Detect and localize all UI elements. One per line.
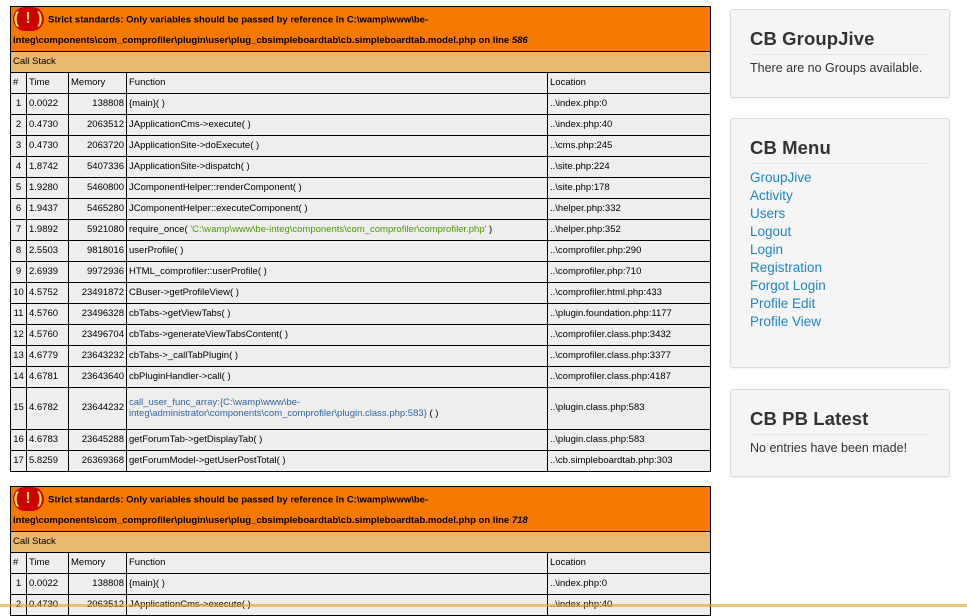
stack-time: 0.0022	[27, 94, 69, 115]
stack-index: 17	[11, 451, 27, 472]
stack-location: ..\index.php:0	[548, 574, 711, 595]
stack-location: ..\index.php:0	[548, 94, 711, 115]
col-header-location: Location	[548, 553, 711, 574]
menu-link-forgot-login[interactable]: Forgot Login	[750, 278, 826, 293]
stack-location: ..\helper.php:352	[548, 220, 711, 241]
module-empty-text: There are no Groups available.	[750, 61, 923, 75]
stack-function: HTML_comprofiler::userProfile( )	[127, 262, 548, 283]
stack-memory: 23643232	[69, 346, 127, 367]
stack-time: 0.0022	[27, 574, 69, 595]
stack-location: ..\plugin.foundation.php:1177	[548, 304, 711, 325]
stack-index: 15	[11, 388, 27, 430]
stack-index: 2	[11, 115, 27, 136]
stack-function: CBuser->getProfileView( )	[127, 283, 548, 304]
cb-groupjive-module	[730, 9, 950, 98]
stack-index: 6	[11, 199, 27, 220]
stack-index: 16	[11, 430, 27, 451]
stack-row	[11, 430, 711, 451]
stack-function: JComponentHelper::executeComponent( )	[127, 199, 548, 220]
stack-row	[11, 199, 711, 220]
stack-function: cbTabs->generateViewTabsContent( )	[127, 325, 548, 346]
stack-time: 2.5503	[27, 241, 69, 262]
stack-row	[11, 157, 711, 178]
stack-location: ..\comprofiler.html.php:433	[548, 283, 711, 304]
menu-item	[750, 278, 826, 296]
stack-time: 4.5760	[27, 304, 69, 325]
stack-time: 1.9437	[27, 199, 69, 220]
menu-item	[750, 188, 826, 206]
stack-index: 1	[11, 94, 27, 115]
stack-function-part: require_once(	[129, 223, 191, 235]
stack-function: getForumModel->getUserPostTotal( )	[127, 451, 548, 472]
module-divider	[750, 434, 930, 435]
stack-function: cbTabs->getViewTabs( )	[127, 304, 548, 325]
stack-time: 4.5760	[27, 325, 69, 346]
module-title: CB GroupJive	[750, 28, 875, 49]
stack-function: JApplicationSite->dispatch( )	[127, 157, 548, 178]
stack-row	[11, 262, 711, 283]
module-title: CB PB Latest	[750, 408, 869, 429]
stack-memory: 5407336	[69, 157, 127, 178]
menu-link-profile-edit[interactable]: Profile Edit	[750, 296, 816, 311]
stack-row	[11, 136, 711, 157]
stack-index: 5	[11, 178, 27, 199]
stack-location: ..\index.php:40	[548, 115, 711, 136]
stack-row	[11, 220, 711, 241]
stack-time: 5.8259	[27, 451, 69, 472]
stack-function: getForumTab->getDisplayTab( )	[127, 430, 548, 451]
col-header-memory: Memory	[69, 553, 127, 574]
stack-memory: 23496328	[69, 304, 127, 325]
stack-index: 11	[11, 304, 27, 325]
stack-location: ..\cb.simpleboardtab.php:303	[548, 451, 711, 472]
stack-time: 0.4730	[27, 115, 69, 136]
stack-index: 12	[11, 325, 27, 346]
stack-memory: 26369368	[69, 451, 127, 472]
menu-item	[750, 206, 826, 224]
stack-time: 0.4730	[27, 136, 69, 157]
stack-function	[127, 388, 548, 430]
stack-memory: 2063512	[69, 115, 127, 136]
module-title: CB Menu	[750, 137, 831, 158]
menu-link-logout[interactable]: Logout	[750, 224, 792, 239]
menu-item	[750, 314, 826, 332]
stack-row	[11, 574, 711, 595]
stack-memory: 9972936	[69, 262, 127, 283]
stack-location: ..\cms.php:245	[548, 136, 711, 157]
stack-function: cbTabs->_callTabPlugin( )	[127, 346, 548, 367]
stack-time: 1.9280	[27, 178, 69, 199]
stack-function: {main}( )	[127, 574, 548, 595]
stack-memory: 5465280	[69, 199, 127, 220]
stack-function: {main}( )	[127, 94, 548, 115]
menu-item	[750, 224, 826, 242]
stack-function: JApplicationCms->execute( )	[127, 115, 548, 136]
stack-memory: 138808	[69, 574, 127, 595]
stack-location: ..\comprofiler.php:710	[548, 262, 711, 283]
stack-memory: 5921080	[69, 220, 127, 241]
stack-memory: 23644232	[69, 388, 127, 430]
col-header-location: Location	[548, 73, 711, 94]
stack-time: 4.5752	[27, 283, 69, 304]
error-message-row	[11, 487, 711, 532]
stack-location: ..\site.php:178	[548, 178, 711, 199]
error-exclamation-icon: ( ! )	[13, 7, 44, 31]
menu-item	[750, 260, 826, 278]
stack-memory: 9818016	[69, 241, 127, 262]
stack-row	[11, 283, 711, 304]
call-stack-label: Call Stack	[11, 52, 711, 73]
stack-location: ..\comprofiler.class.php:4187	[548, 367, 711, 388]
stack-memory: 23496704	[69, 325, 127, 346]
stack-memory: 23643640	[69, 367, 127, 388]
stack-index: 1	[11, 574, 27, 595]
stack-memory: 138808	[69, 94, 127, 115]
col-header-function: Function	[127, 73, 548, 94]
menu-link-login[interactable]: Login	[750, 242, 784, 257]
stack-location: ..\plugin.class.php:583	[548, 430, 711, 451]
menu-item	[750, 296, 826, 314]
stack-row	[11, 115, 711, 136]
stack-index: 8	[11, 241, 27, 262]
stack-row	[11, 325, 711, 346]
menu-link-users[interactable]: Users	[750, 206, 786, 221]
stack-time: 1.9892	[27, 220, 69, 241]
col-header-function: Function	[127, 553, 548, 574]
col-header-memory: Memory	[69, 73, 127, 94]
error-2-body	[11, 487, 711, 616]
module-empty-text: No entries have been made!	[750, 441, 908, 455]
menu-link-profile-view[interactable]: Profile View	[750, 314, 822, 329]
stack-function: JApplicationSite->doExecute( )	[127, 136, 548, 157]
stack-row	[11, 367, 711, 388]
stack-row	[11, 388, 711, 430]
call-stack-row	[11, 52, 711, 73]
stack-function-part: 'C:\wamp\www\be-integ\components\com_comprofiler\comprofiler.php'	[190, 223, 487, 235]
error-message	[11, 7, 711, 52]
error-table-2	[10, 486, 711, 616]
error-exclamation-icon: ( ! )	[13, 487, 44, 511]
stack-location: ..\comprofiler.class.php:3377	[548, 346, 711, 367]
stack-function: JComponentHelper::renderComponent( )	[127, 178, 548, 199]
module-divider	[750, 54, 930, 55]
error-1-body	[11, 7, 711, 472]
column-header-row	[11, 73, 711, 94]
stack-memory: 23645288	[69, 430, 127, 451]
stack-index: 9	[11, 262, 27, 283]
stack-function: userProfile( )	[127, 241, 548, 262]
stack-location: ..\comprofiler.class.php:3432	[548, 325, 711, 346]
stack-index: 10	[11, 283, 27, 304]
stack-time: 2.6939	[27, 262, 69, 283]
stack-function	[127, 220, 548, 241]
stack-row	[11, 178, 711, 199]
error-table-1	[10, 6, 711, 472]
stack-location: ..\comprofiler.php:290	[548, 241, 711, 262]
stack-function-part: ( )	[426, 407, 439, 419]
menu-item	[750, 170, 826, 188]
cb-menu-module	[730, 118, 950, 368]
stack-memory: 5460800	[69, 178, 127, 199]
error-message-row	[11, 7, 711, 52]
stack-time: 4.6782	[27, 388, 69, 430]
stack-row	[11, 346, 711, 367]
stack-location: ..\plugin.class.php:583	[548, 388, 711, 430]
stack-time: 4.6783	[27, 430, 69, 451]
col-header-time: Time	[27, 73, 69, 94]
error-message	[11, 487, 711, 532]
call-stack-label: Call Stack	[11, 532, 711, 553]
col-header-number: #	[11, 73, 27, 94]
stack-location: ..\site.php:224	[548, 157, 711, 178]
stack-index: 14	[11, 367, 27, 388]
stack-index: 13	[11, 346, 27, 367]
stack-function-part: )	[486, 223, 493, 235]
stack-memory: 23491872	[69, 283, 127, 304]
menu-link-groupjive[interactable]: GroupJive	[750, 170, 812, 185]
cb-pb-latest-module	[730, 389, 950, 477]
stack-memory: 2063720	[69, 136, 127, 157]
menu-item	[750, 242, 826, 260]
stack-time: 1.8742	[27, 157, 69, 178]
col-header-number: #	[11, 553, 27, 574]
cb-menu-list	[750, 170, 826, 332]
error-line-number: 586	[511, 35, 528, 46]
stack-function-part: call_user_func_array:{C:\wamp\www\be-integ\administrator\components\com_comprofiler\plugin.class.php:583}	[129, 396, 427, 419]
call-stack-row	[11, 532, 711, 553]
error-message-text: Strict standards: Only variables should be passed by reference in C:\wamp\www\be-integ\components\com_comprofiler\plugin\user\plug_cbsimpleboardtab\cb.simpleboardtab.model.php on line	[13, 14, 512, 46]
stack-index: 3	[11, 136, 27, 157]
stack-row	[11, 304, 711, 325]
column-header-row	[11, 553, 711, 574]
col-header-time: Time	[27, 553, 69, 574]
stack-function: cbPluginHandler->call( )	[127, 367, 548, 388]
stack-row	[11, 94, 711, 115]
stack-location: ..\helper.php:332	[548, 199, 711, 220]
stack-index: 4	[11, 157, 27, 178]
module-divider	[750, 163, 930, 164]
error-line-number: 718	[511, 515, 528, 526]
stack-index: 7	[11, 220, 27, 241]
stack-time: 4.6781	[27, 367, 69, 388]
stack-row	[11, 241, 711, 262]
stack-row	[11, 451, 711, 472]
menu-link-registration[interactable]: Registration	[750, 260, 823, 275]
menu-link-activity[interactable]: Activity	[750, 188, 793, 203]
stack-time: 4.6779	[27, 346, 69, 367]
error-message-text: Strict standards: Only variables should be passed by reference in C:\wamp\www\be-integ\components\com_comprofiler\plugin\user\plug_cbsimpleboardtab\cb.simpleboardtab.model.php on line	[13, 494, 512, 526]
